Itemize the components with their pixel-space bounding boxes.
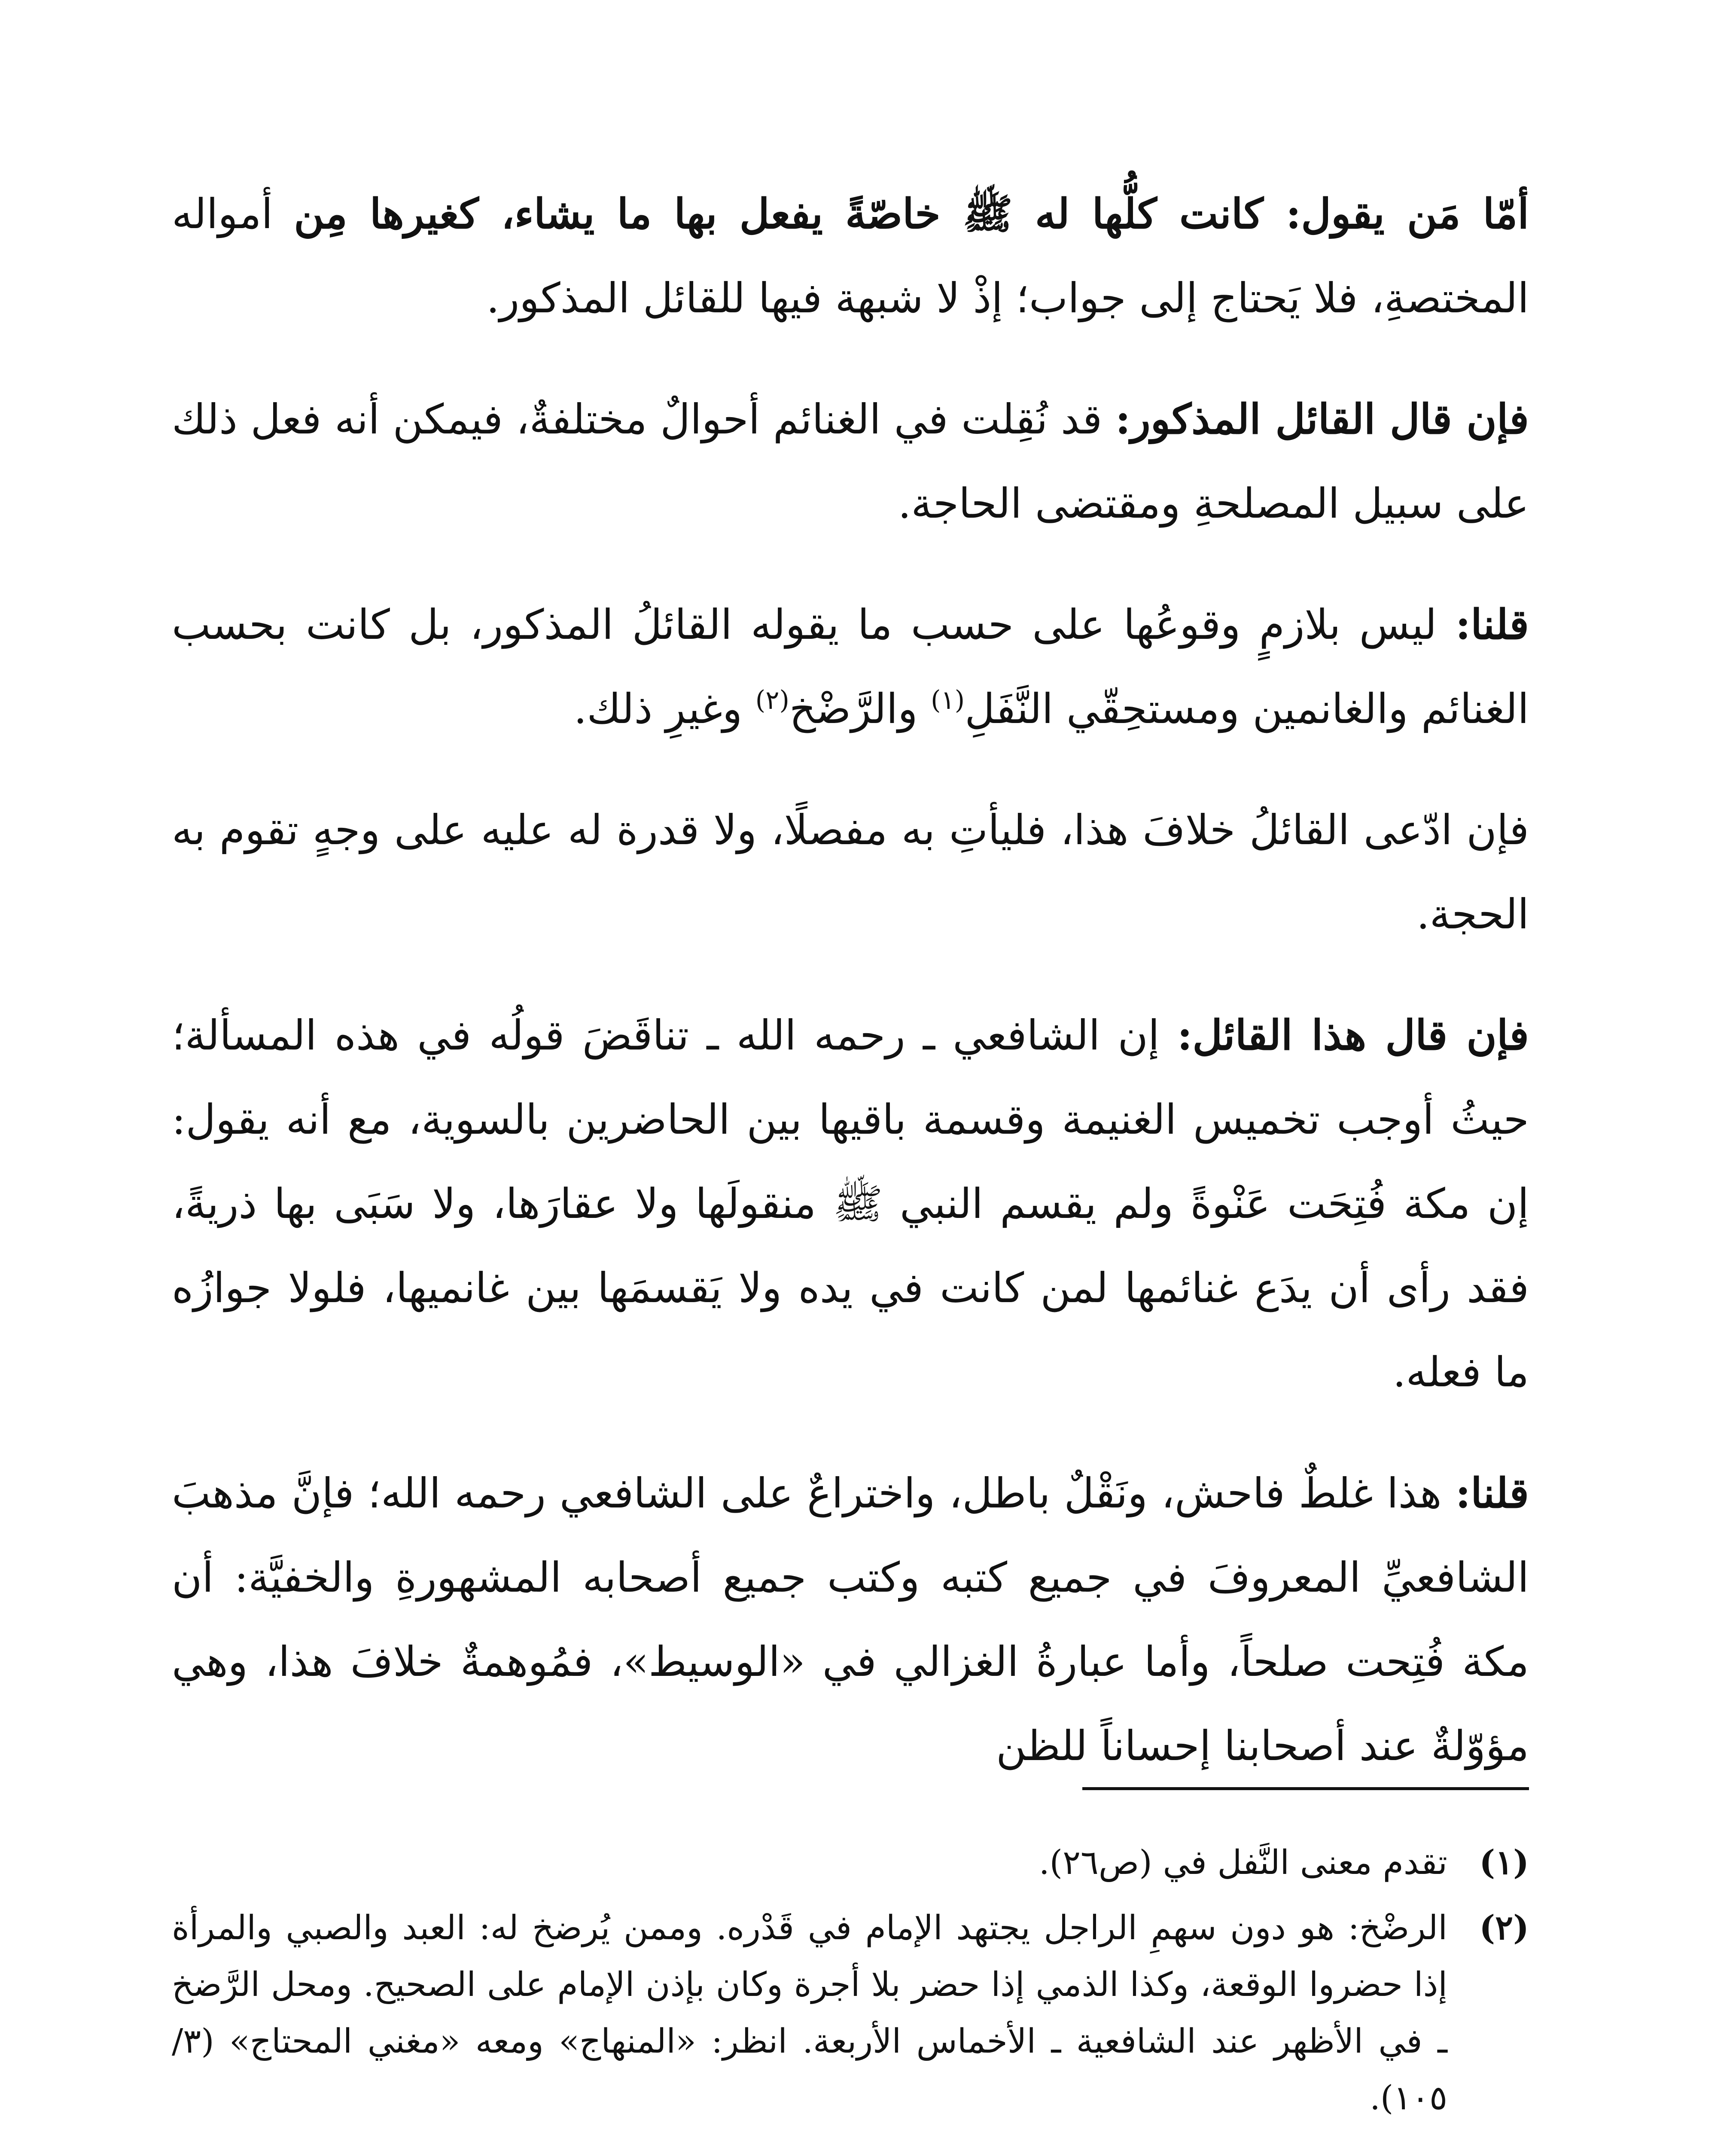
footnote-ref-2: (٢) bbox=[755, 685, 789, 715]
paragraph-6 bbox=[172, 1451, 1529, 1788]
footnote-2 bbox=[172, 1900, 1529, 2127]
paragraph-3-lead: قلنا: bbox=[1455, 600, 1529, 649]
paragraph-2 bbox=[172, 377, 1529, 546]
paragraph-3 bbox=[172, 583, 1529, 751]
footnote-1-number: (١) bbox=[1479, 1843, 1529, 1882]
footnotes bbox=[172, 1834, 1529, 2135]
main-text bbox=[172, 172, 1529, 1825]
paragraph-6-lead: قلنا: bbox=[1455, 1469, 1529, 1517]
paragraph-3-text-a: ليس بلازمٍ وقوعُها على حسب ما يقوله القائلُ المذكور، بل كانت بحسب الغنائم والغانمين ومستحِقّي النَّفَلِ bbox=[172, 601, 1529, 733]
paragraph-5 bbox=[172, 993, 1529, 1414]
paragraph-3-text-c: وغيرِ ذلك. bbox=[573, 685, 743, 733]
paragraph-4 bbox=[172, 788, 1529, 956]
footnote-1-text: تقدم معنى النَّفل في (ص٢٦). bbox=[1039, 1843, 1447, 1882]
paragraph-6-text: هذا غلطٌ فاحش، ونَقْلٌ باطل، واختراعٌ على الشافعي رحمه الله؛ فإنَّ مذهبَ الشافعيِّ المعروفَ في جميع كتبه وكتب جميع أصحابه المشهورةِ والخفيَّة: أن مكة فُتِحت صلحاً، وأما عبارةُ الغزالي في «الوسيط»، فمُوهمةٌ خلافَ هذا، وهي مؤوّلةٌ عند أصحابنا إحساناً للظن bbox=[172, 1469, 1529, 1770]
paragraph-1 bbox=[172, 172, 1529, 340]
paragraph-4-text: فإن ادّعى القائلُ خلافَ هذا، فليأتِ به مفصلًا، ولا قدرة له عليه على وجهٍ تقوم به الحجة. bbox=[172, 806, 1529, 938]
paragraph-1-lead: أمّا مَن يقول: كانت كلُّها له ﷺ خاصّةً يفعل بها ما يشاء، كغيرها مِن bbox=[294, 189, 1529, 238]
paragraph-5-lead: فإن قال هذا القائل: bbox=[1177, 1011, 1529, 1059]
footnote-1 bbox=[172, 1834, 1529, 1891]
paragraph-3-text-b: والرَّضْخ bbox=[789, 685, 918, 733]
footnote-2-number: (٢) bbox=[1479, 1908, 1529, 1947]
footnote-ref-1: (١) bbox=[931, 685, 965, 715]
paragraph-2-lead: فإن قال القائل المذكور: bbox=[1115, 395, 1529, 443]
paragraph-2-text: قد نُقِلت في الغنائم أحوالٌ مختلفةٌ، فيمكن أنه فعل ذلك على سبيل المصلحةِ ومقتضى الحاجة. bbox=[172, 395, 1529, 528]
footnote-2-text: الرضْخ: هو دون سهمِ الراجل يجتهد الإمام في قَدْره. وممن يُرضخ له: العبد والصبي والمرأة إذا حضروا الوقعة، وكذا الذمي إذا حضر بلا أجرة وكان بإذن الإمام على الصحيح. ومحل الرَّضخ ـ في الأظهر عند الشافعية ـ الأخماس الأربعة. انظر: «المنهاج» ومعه «مغني المحتاج» (٣/ ١٠٥). bbox=[172, 1909, 1447, 2117]
paragraph-5-text: إن الشافعي ـ رحمه الله ـ تناقَضَ قولُه في هذه المسألة؛ حيثُ أوجب تخميس الغنيمة وقسمة باقيها بين الحاضرين بالسوية، مع أنه يقول: إن مكة فُتِحَت عَنْوةً ولم يقسم النبي ﷺ منقولَها ولا عقارَها، ولا سَبَى بها ذريةً، فقد رأى أن يدَع غنائمها لمن كانت في يده ولا يَقسمَها بين غانميها، فلولا جوازُه ما فعله. bbox=[172, 1011, 1529, 1396]
footnote-separator bbox=[1082, 1787, 1529, 1790]
paragraph-1-text: أمواله المختصةِ، فلا يَحتاج إلى جواب؛ إذْ لا شبهة فيها للقائل المذكور. bbox=[172, 190, 1529, 322]
